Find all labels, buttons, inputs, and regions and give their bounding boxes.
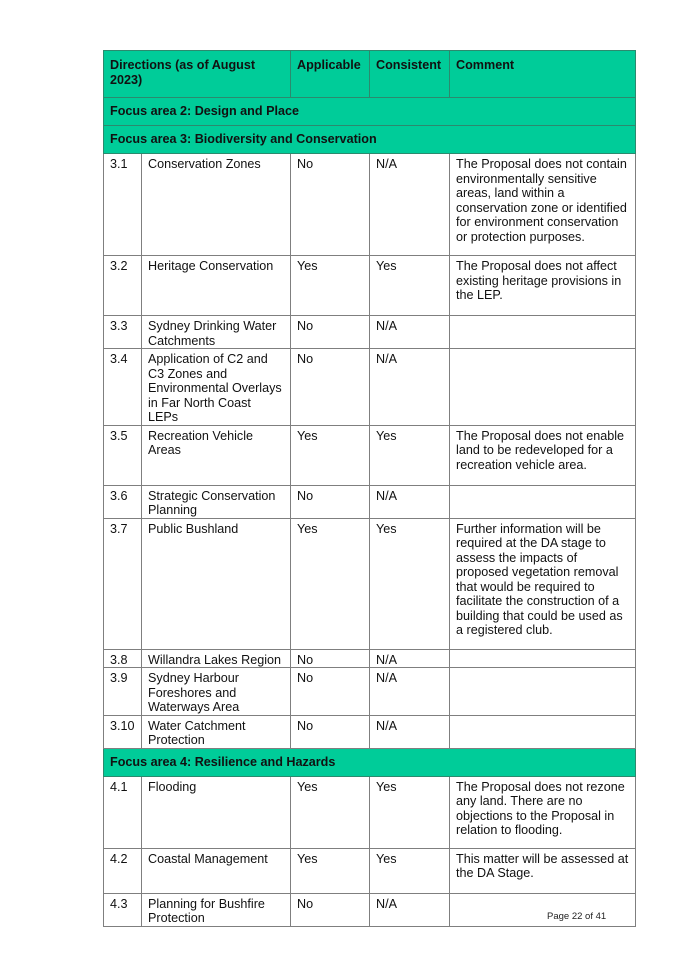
table-row — [104, 518, 636, 649]
comment-text — [450, 316, 636, 349]
applicable-value: Yes — [291, 256, 370, 316]
direction-number: 3.6 — [104, 485, 142, 518]
comment-text: The Proposal does not rezone any land. There are no objections to the Proposal in relation to flooding. — [450, 776, 636, 848]
header-consistent: Consistent — [370, 51, 450, 98]
consistent-value: N/A — [370, 485, 450, 518]
consistent-value: N/A — [370, 715, 450, 748]
focus-area-row — [104, 126, 636, 154]
comment-text — [450, 649, 636, 668]
comment-text — [450, 893, 636, 926]
table-row — [104, 668, 636, 716]
direction-number: 3.7 — [104, 518, 142, 649]
comment-text — [450, 715, 636, 748]
table-row — [104, 256, 636, 316]
table-row — [104, 715, 636, 748]
direction-number: 3.4 — [104, 349, 142, 426]
direction-name: Water Catchment Protection — [142, 715, 291, 748]
comment-text: This matter will be assessed at the DA Stage. — [450, 848, 636, 893]
table-row — [104, 649, 636, 668]
consistent-value: N/A — [370, 893, 450, 926]
table-header-row — [104, 51, 636, 98]
consistent-value: N/A — [370, 349, 450, 426]
table-row — [104, 776, 636, 848]
applicable-value: Yes — [291, 776, 370, 848]
table-row — [104, 848, 636, 893]
direction-number: 3.9 — [104, 668, 142, 716]
direction-name: Sydney Harbour Foreshores and Waterways Area — [142, 668, 291, 716]
applicable-value: No — [291, 349, 370, 426]
direction-name: Application of C2 and C3 Zones and Environmental Overlays in Far North Coast LEPs — [142, 349, 291, 426]
consistent-value: N/A — [370, 154, 450, 256]
consistent-value: N/A — [370, 649, 450, 668]
direction-name: Willandra Lakes Region — [142, 649, 291, 668]
header-applicable: Applicable — [291, 51, 370, 98]
applicable-value: No — [291, 154, 370, 256]
direction-number: 3.1 — [104, 154, 142, 256]
direction-name: Coastal Management — [142, 848, 291, 893]
direction-number: 3.5 — [104, 425, 142, 485]
table-row — [104, 425, 636, 485]
header-comment: Comment — [450, 51, 636, 98]
direction-name: Conservation Zones — [142, 154, 291, 256]
directions-table — [103, 50, 636, 927]
applicable-value: Yes — [291, 518, 370, 649]
comment-text: The Proposal does not enable land to be redeveloped for a recreation vehicle area. — [450, 425, 636, 485]
direction-name: Flooding — [142, 776, 291, 848]
table-row — [104, 154, 636, 256]
table-row — [104, 349, 636, 426]
consistent-value: N/A — [370, 668, 450, 716]
direction-name: Recreation Vehicle Areas — [142, 425, 291, 485]
comment-text: The Proposal does not affect existing heritage provisions in the LEP. — [450, 256, 636, 316]
focus-area-4-heading: Focus area 4: Resilience and Hazards — [104, 748, 636, 776]
direction-name: Sydney Drinking Water Catchments — [142, 316, 291, 349]
consistent-value: Yes — [370, 425, 450, 485]
applicable-value: No — [291, 715, 370, 748]
table-row — [104, 485, 636, 518]
comment-text: The Proposal does not contain environmentally sensitive areas, land within a conservation zone or identified for environment conservation or protection purposes. — [450, 154, 636, 256]
consistent-value: Yes — [370, 776, 450, 848]
applicable-value: Yes — [291, 848, 370, 893]
consistent-value: Yes — [370, 256, 450, 316]
focus-area-row — [104, 748, 636, 776]
applicable-value: No — [291, 649, 370, 668]
direction-number: 3.8 — [104, 649, 142, 668]
applicable-value: Yes — [291, 425, 370, 485]
consistent-value: Yes — [370, 518, 450, 649]
page-number: Page 22 of 41 — [547, 911, 607, 922]
focus-area-3-heading: Focus area 3: Biodiversity and Conservation — [104, 126, 636, 154]
direction-number: 3.10 — [104, 715, 142, 748]
direction-number: 4.3 — [104, 893, 142, 926]
header-directions: Directions (as of August 2023) — [104, 51, 291, 98]
direction-name: Planning for Bushfire Protection — [142, 893, 291, 926]
focus-area-row — [104, 98, 636, 126]
comment-text: Further information will be required at the DA stage to assess the impacts of proposed vegetation removal that would be required to facilitate the construction of a building that could be used as a registered club. — [450, 518, 636, 649]
applicable-value: No — [291, 893, 370, 926]
direction-name: Public Bushland — [142, 518, 291, 649]
direction-number: 4.1 — [104, 776, 142, 848]
direction-name: Strategic Conservation Planning — [142, 485, 291, 518]
comment-text — [450, 668, 636, 716]
applicable-value: No — [291, 316, 370, 349]
comment-text — [450, 485, 636, 518]
direction-name: Heritage Conservation — [142, 256, 291, 316]
focus-area-2-heading: Focus area 2: Design and Place — [104, 98, 636, 126]
direction-number: 3.2 — [104, 256, 142, 316]
comment-text — [450, 349, 636, 426]
applicable-value: No — [291, 485, 370, 518]
applicable-value: No — [291, 668, 370, 716]
direction-number: 3.3 — [104, 316, 142, 349]
consistent-value: N/A — [370, 316, 450, 349]
table-row — [104, 316, 636, 349]
direction-number: 4.2 — [104, 848, 142, 893]
consistent-value: Yes — [370, 848, 450, 893]
